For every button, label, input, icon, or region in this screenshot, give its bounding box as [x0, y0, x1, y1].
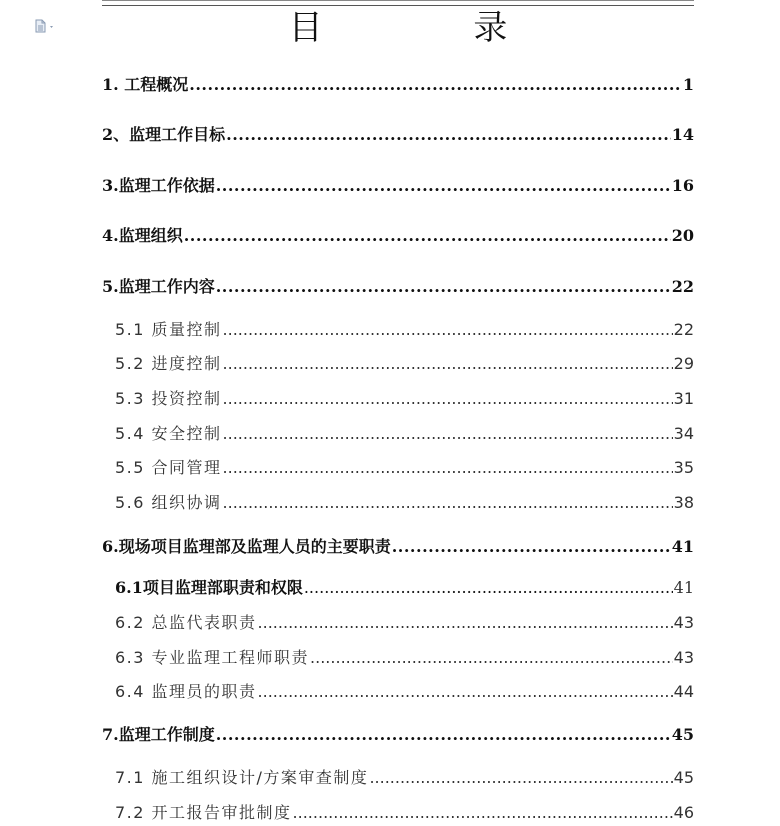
- toc-entry-page: 38: [673, 493, 694, 512]
- toc-entry[interactable]: [102, 534, 694, 557]
- toc-dot-leader: [216, 277, 671, 296]
- toc-entry-label: 7.监理工作制度: [102, 725, 215, 744]
- toc-entry-page: 41: [671, 537, 694, 556]
- toc-entry-page: 22: [671, 277, 694, 296]
- toc-entry-label: 5.4 安全控制: [115, 424, 222, 443]
- toc-dot-leader: [226, 125, 671, 144]
- toc-entry-label: 5.监理工作内容: [102, 277, 215, 296]
- toc-entry-label: 2、监理工作目标: [102, 125, 226, 144]
- toc-entry-page: 34: [673, 424, 694, 443]
- toc-dot-leader: [223, 354, 673, 373]
- toc-entry[interactable]: [115, 575, 694, 598]
- toc-entry-page: 46: [673, 803, 694, 822]
- toc-dot-leader: [223, 389, 673, 408]
- toc-dot-leader: [258, 682, 673, 701]
- page-title: 目 录: [288, 8, 578, 48]
- toc-dot-leader: [216, 725, 671, 744]
- toc-entry[interactable]: [102, 122, 694, 145]
- toc-dot-leader: [392, 537, 671, 556]
- toc-entry[interactable]: [115, 490, 694, 513]
- toc-entry-label: 6.2 总监代表职责: [115, 613, 257, 632]
- toc-dot-leader: [258, 613, 673, 632]
- toc-dot-leader: [223, 424, 673, 443]
- toc-entry-label: 5.5 合同管理: [115, 458, 222, 477]
- toc-entry-page: 45: [671, 725, 694, 744]
- toc-entry[interactable]: [102, 722, 694, 745]
- toc-entry[interactable]: [115, 386, 694, 409]
- toc-entry[interactable]: [102, 72, 694, 95]
- toc-entry[interactable]: [115, 610, 694, 633]
- toc-entry[interactable]: [115, 765, 694, 788]
- toc-entry[interactable]: [115, 317, 694, 340]
- toc-entry[interactable]: [115, 455, 694, 478]
- toc-dot-leader: [189, 75, 682, 94]
- toc-entry-page: 43: [673, 648, 694, 667]
- toc-dot-leader: [223, 458, 673, 477]
- toc-entry-page: 35: [673, 458, 694, 477]
- toc-entry-label: 5.3 投资控制: [115, 389, 222, 408]
- toc-entry-page: 31: [673, 389, 694, 408]
- toc-entry[interactable]: [115, 645, 694, 668]
- toc-entry-page: 45: [673, 768, 694, 787]
- toc-entry-page: 41: [673, 578, 694, 597]
- toc-entry[interactable]: [102, 223, 694, 246]
- toc-dot-leader: [184, 226, 671, 245]
- toc-entry-label: 6.1项目监理部职责和权限: [115, 578, 303, 597]
- toc-entry-label: 5.2 进度控制: [115, 354, 222, 373]
- toc-entry[interactable]: [115, 679, 694, 702]
- toc-entry-label: 1. 工程概况: [102, 75, 189, 94]
- toc-entry[interactable]: [115, 421, 694, 444]
- toc-entry-label: 7.2 开工报告审批制度: [115, 803, 292, 822]
- toc-entry-page: 44: [673, 682, 694, 701]
- toc-entry[interactable]: [102, 274, 694, 297]
- toc-entry-label: 7.1 施工组织设计/方案审查制度: [115, 768, 369, 787]
- toc-entry-page: 1: [682, 75, 694, 94]
- toc-dot-leader: [293, 803, 673, 822]
- toc-entry-page: 43: [673, 613, 694, 632]
- toc-entry-label: 4.监理组织: [102, 226, 183, 245]
- toc-dot-leader: [223, 320, 673, 339]
- toc-entry-label: 5.6 组织协调: [115, 493, 222, 512]
- toc-dot-leader: [369, 768, 672, 787]
- toc-entry[interactable]: [115, 351, 694, 374]
- toc-entry[interactable]: [102, 173, 694, 196]
- toc-entry-label: 3.监理工作依据: [102, 176, 215, 195]
- toc-entry-page: 29: [673, 354, 694, 373]
- toc-dot-leader: [223, 493, 673, 512]
- toc-entry-page: 22: [673, 320, 694, 339]
- toc-entry-label: 6.现场项目监理部及监理人员的主要职责: [102, 537, 391, 556]
- toc-entry-page: 16: [671, 176, 694, 195]
- toc-entry-label: 6.3 专业监理工程师职责: [115, 648, 310, 667]
- toc-dot-leader: [304, 578, 673, 597]
- toc-entry-label: 5.1 质量控制: [115, 320, 222, 339]
- toc-dot-leader: [216, 176, 671, 195]
- toc-dot-leader: [310, 648, 673, 667]
- toc-entry-page: 14: [671, 125, 694, 144]
- toc-entry-label: 6.4 监理员的职责: [115, 682, 257, 701]
- toc-entry-page: 20: [671, 226, 694, 245]
- toc-entry[interactable]: [115, 800, 694, 823]
